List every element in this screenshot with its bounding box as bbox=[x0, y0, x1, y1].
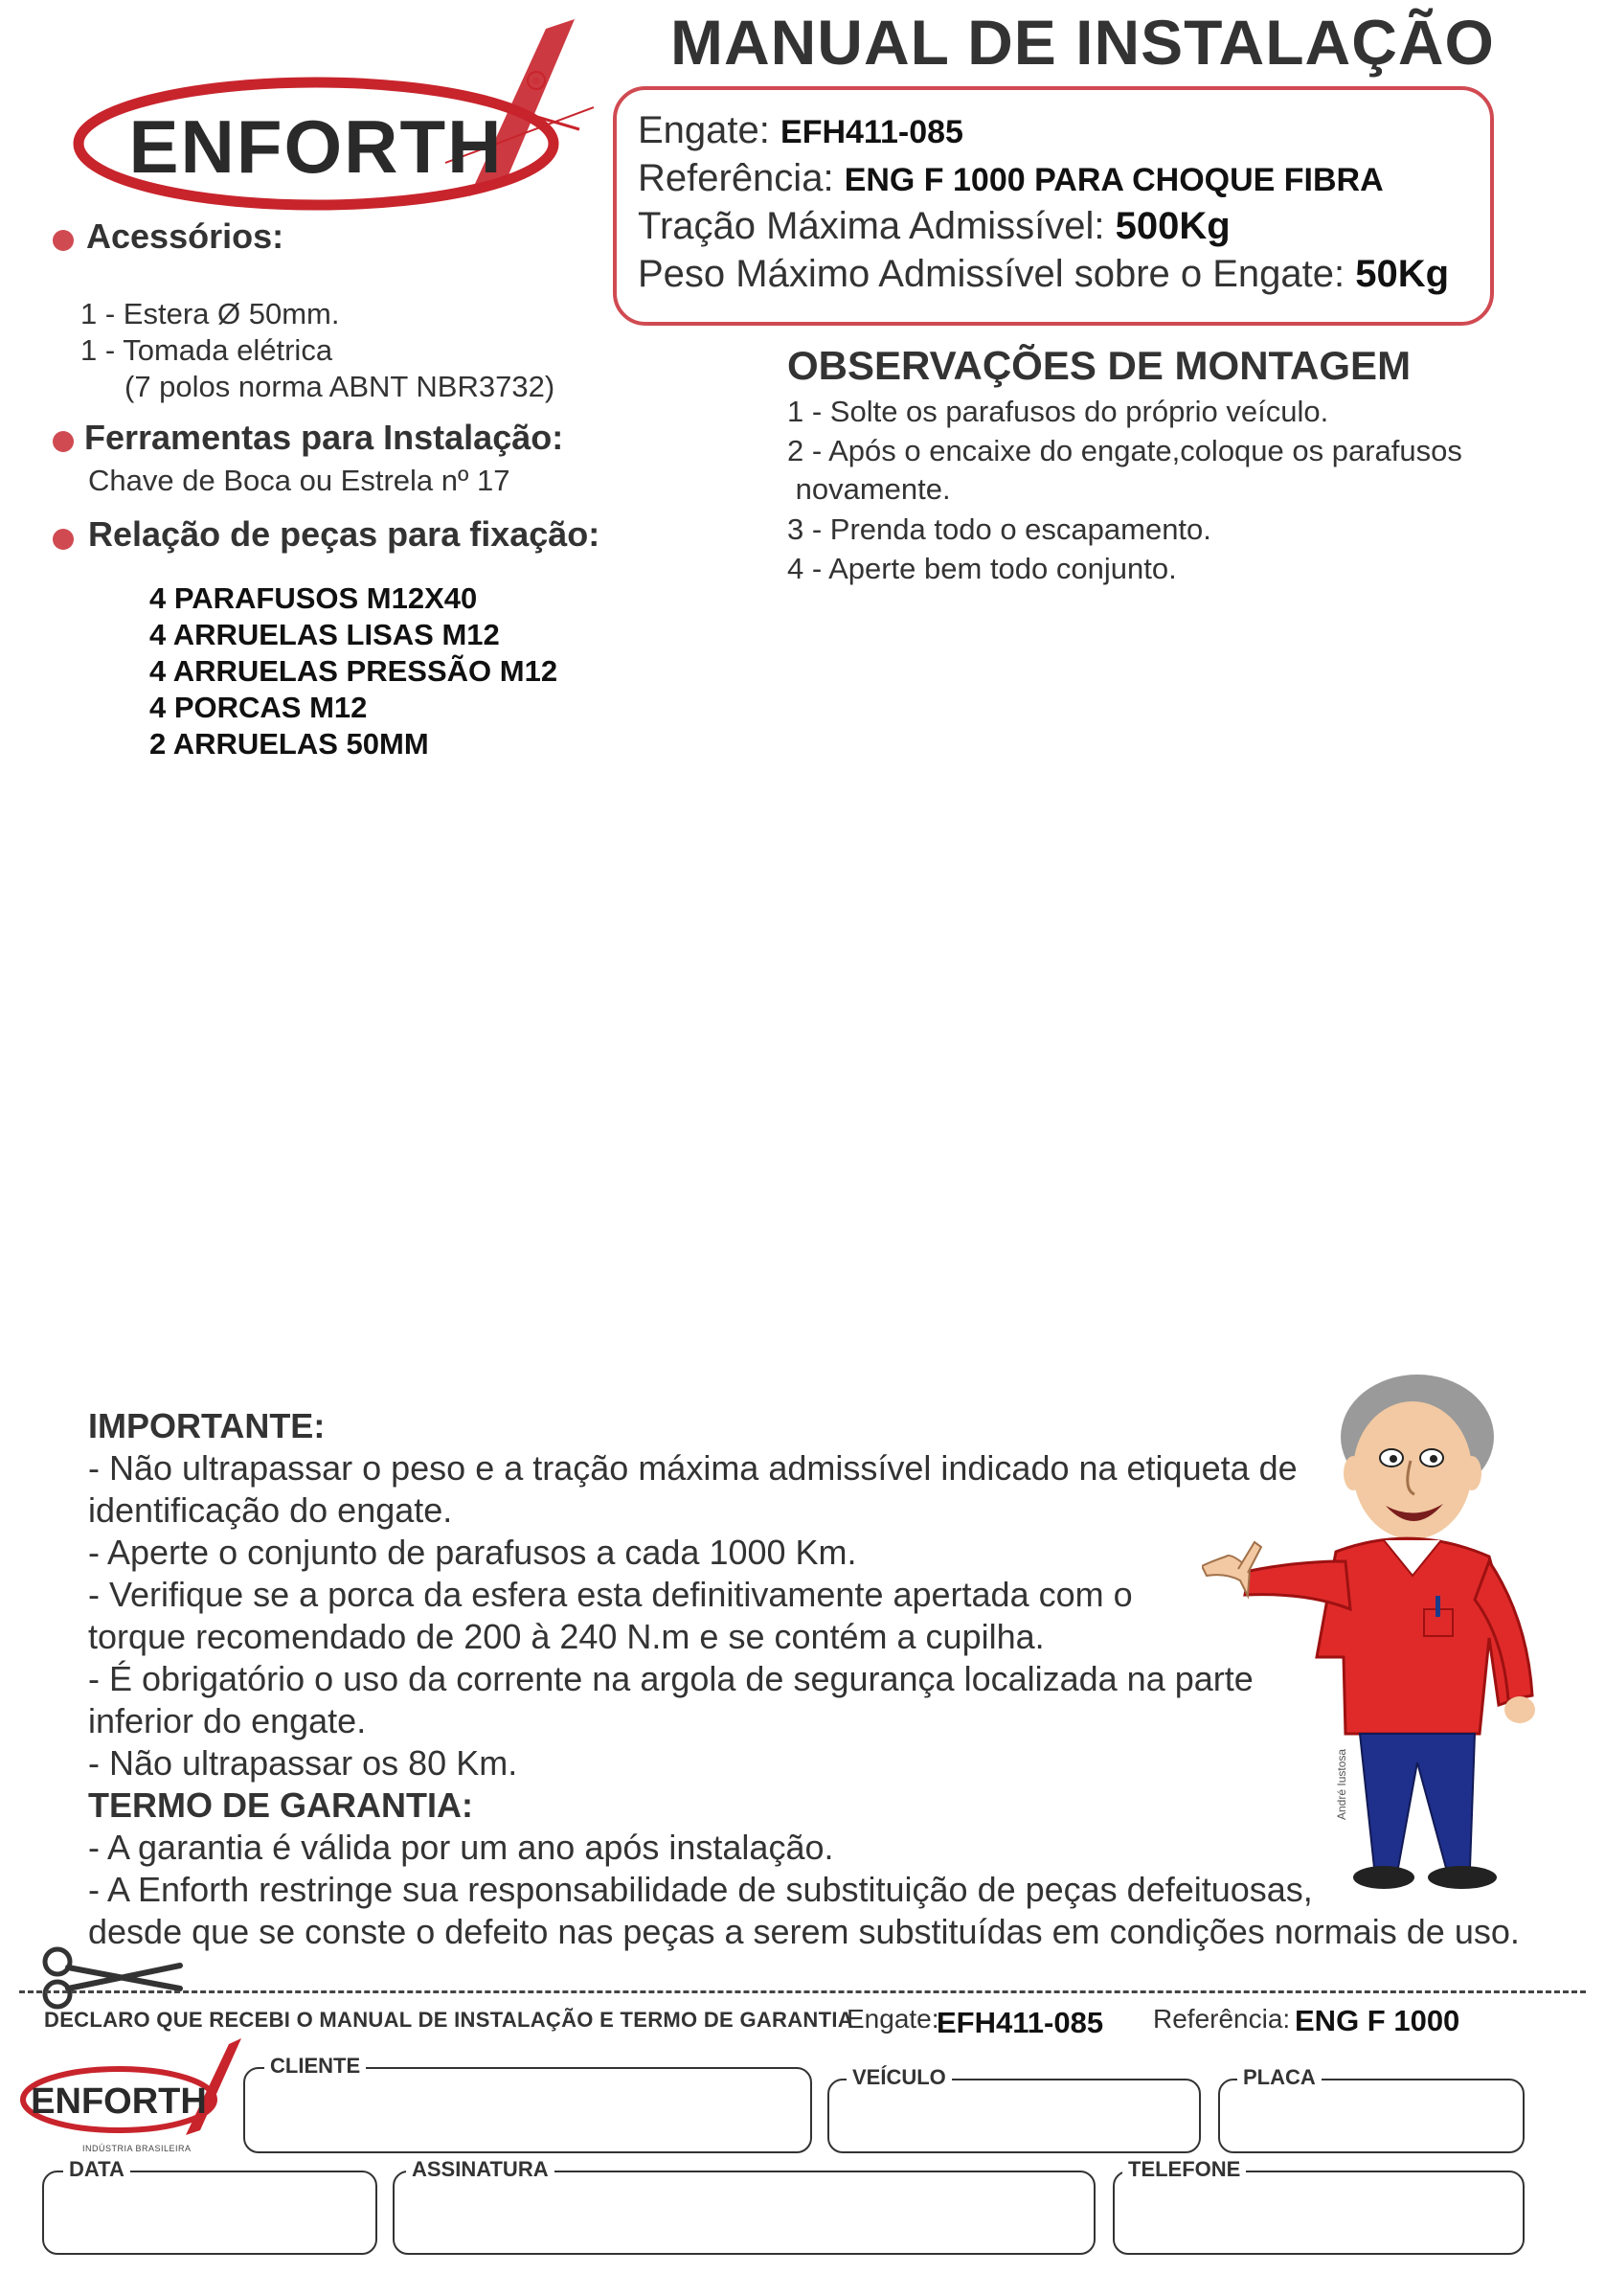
bullet-dot bbox=[53, 529, 74, 550]
cut-line bbox=[19, 1990, 1586, 1993]
importante-line: inferior do engate. bbox=[88, 1701, 367, 1740]
peca-item: 2 ARRUELAS 50MM bbox=[149, 727, 429, 761]
spec-referencia-value: ENG F 1000 PARA CHOQUE FIBRA bbox=[844, 162, 1384, 198]
garantia-heading: TERMO DE GARANTIA: bbox=[88, 1785, 473, 1825]
telefone-label: TELEFONE bbox=[1122, 2157, 1246, 2182]
svg-text:®: ® bbox=[532, 77, 540, 87]
enforth-logo bbox=[57, 19, 594, 211]
footer-referencia-value: ENG F 1000 bbox=[1295, 2004, 1460, 2037]
enforth-logo-small bbox=[13, 2035, 243, 2149]
logo-small-wordmark: ENFORTH bbox=[31, 2081, 207, 2122]
garantia-line: - A garantia é válida por um ano após instalação. bbox=[88, 1828, 834, 1867]
garantia-line: - A Enforth restringe sua responsabilidade de substituição de peças defeituosas, bbox=[88, 1870, 1313, 1909]
spec-peso bbox=[638, 253, 1449, 296]
pecas-list bbox=[149, 580, 557, 762]
assinatura-label: ASSINATURA bbox=[406, 2157, 554, 2182]
scissors-icon bbox=[36, 1944, 190, 2012]
observacao-item: novamente. bbox=[787, 472, 951, 506]
data-label: DATA bbox=[63, 2157, 130, 2182]
importante-line: - É obrigatório o uso da corrente na argola de segurança localizada na parte bbox=[88, 1659, 1254, 1698]
spec-engate bbox=[638, 109, 963, 152]
spec-engate-value: EFH411-085 bbox=[780, 114, 963, 150]
ferramentas-text: Chave de Boca ou Estrela nº 17 bbox=[88, 464, 510, 497]
declaration-text: DECLARO QUE RECEBI O MANUAL DE INSTALAÇÃO E TERMO DE GARANTIA bbox=[44, 2008, 853, 2032]
spec-tracao-value: 500Kg bbox=[1115, 205, 1231, 247]
importante-line: - Verifique se a porca da esfera esta definitivamente apertada com o bbox=[88, 1575, 1133, 1614]
logo-wordmark: ENFORTH bbox=[128, 104, 504, 189]
observacao-item: 1 - Solte os parafusos do próprio veículo. bbox=[787, 395, 1329, 428]
acessorio-item: 1 - Tomada elétrica bbox=[80, 333, 333, 367]
footer-referencia-label: Referência: bbox=[1153, 2004, 1291, 2034]
spec-box bbox=[613, 86, 1494, 326]
peca-item: 4 PARAFUSOS M12X40 bbox=[149, 581, 478, 615]
acessorio-item: 1 - Estera Ø 50mm. bbox=[80, 297, 340, 330]
spec-peso-label: Peso Máximo Admissível sobre o Engate: bbox=[638, 253, 1345, 295]
mascot-signature: André Iustosa bbox=[1335, 1748, 1348, 1820]
placa-label: PLACA bbox=[1237, 2065, 1322, 2090]
spec-tracao bbox=[638, 205, 1231, 248]
page-title: MANUAL DE INSTALAÇÃO bbox=[670, 7, 1495, 78]
telefone-field[interactable] bbox=[1113, 2157, 1525, 2255]
bullet-dot bbox=[53, 431, 74, 452]
spec-referencia bbox=[638, 157, 1384, 200]
importante-line: - Aperte o conjunto de parafusos a cada 1000 Km. bbox=[88, 1533, 857, 1572]
peca-item: 4 PORCAS M12 bbox=[149, 691, 368, 724]
acessorios-heading: Acessórios: bbox=[86, 216, 284, 256]
observacao-item: 2 - Após o encaixe do engate,coloque os parafusos bbox=[787, 434, 1462, 467]
mascot-illustration bbox=[1202, 1370, 1585, 1906]
assinatura-field[interactable] bbox=[393, 2157, 1096, 2255]
logo-subtitle: INDÚSTRIA BRASILEIRA bbox=[82, 2144, 192, 2153]
spec-tracao-label: Tração Máxima Admissível: bbox=[638, 205, 1105, 247]
spec-engate-label: Engate: bbox=[638, 109, 770, 151]
peca-item: 4 ARRUELAS LISAS M12 bbox=[149, 618, 500, 651]
bullet-dot bbox=[53, 230, 74, 251]
placa-field[interactable] bbox=[1218, 2065, 1525, 2153]
veiculo-label: VEÍCULO bbox=[847, 2065, 952, 2090]
ferramentas-heading: Ferramentas para Instalação: bbox=[84, 418, 564, 457]
spec-peso-value: 50Kg bbox=[1355, 253, 1450, 295]
footer-engate-label: Engate: bbox=[847, 2004, 939, 2034]
importante-line: identificação do engate. bbox=[88, 1490, 453, 1530]
importante-line: torque recomendado de 200 à 240 N.m e se contém a cupilha. bbox=[88, 1617, 1045, 1656]
importante-line: - Não ultrapassar o peso e a tração máxima admissível indicado na etiqueta de bbox=[88, 1448, 1298, 1488]
cliente-field[interactable] bbox=[243, 2054, 812, 2153]
cliente-label: CLIENTE bbox=[264, 2054, 366, 2079]
garantia-line: desde que se conste o defeito nas peças a serem substituídas em condições normais de uso. bbox=[88, 1912, 1520, 1951]
footer-engate-value: EFH411-085 bbox=[937, 2006, 1104, 2039]
observacao-item: 3 - Prenda todo o escapamento. bbox=[787, 512, 1211, 546]
data-field[interactable] bbox=[42, 2157, 377, 2255]
pecas-heading: Relação de peças para fixação: bbox=[88, 514, 600, 554]
observacao-item: 4 - Aperte bem todo conjunto. bbox=[787, 552, 1177, 585]
acessorio-item: (7 polos norma ABNT NBR3732) bbox=[124, 370, 555, 403]
peca-item: 4 ARRUELAS PRESSÃO M12 bbox=[149, 654, 558, 688]
importante-heading: IMPORTANTE: bbox=[88, 1406, 326, 1445]
spec-referencia-label: Referência: bbox=[638, 157, 834, 199]
observacoes-heading: OBSERVAÇÕES DE MONTAGEM bbox=[787, 343, 1412, 388]
importante-line: - Não ultrapassar os 80 Km. bbox=[88, 1743, 518, 1783]
veiculo-field[interactable] bbox=[827, 2065, 1201, 2153]
